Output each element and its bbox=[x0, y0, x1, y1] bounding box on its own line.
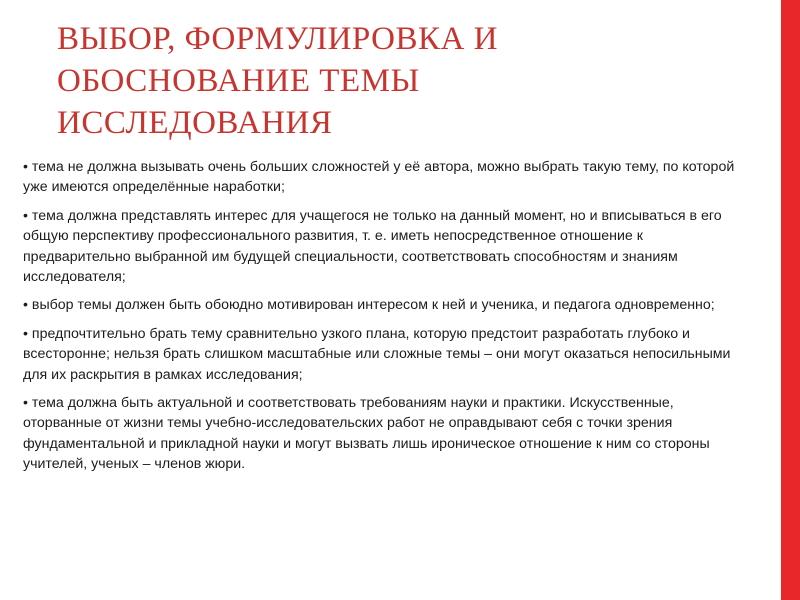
bullet-item: • тема должна представлять интерес для учащегося не только на данный момент, но и вписываться в его общую перспективу профессионального развития, т. е. иметь непосредственное отношение к предварительно выбранной им будущей специальности, соответствовать способностям и знаниям исследователя; bbox=[23, 207, 722, 286]
bullet-item: • выбор темы должен быть обоюдно мотивирован интересом к ней и ученика, и педагога одновременно; bbox=[23, 297, 715, 314]
title-line: ВЫБОР, ФОРМУЛИРОВКА И bbox=[57, 21, 498, 57]
slide-title bbox=[57, 18, 657, 144]
bullet-item: • предпочтительно брать тему сравнительно узкого плана, которую предстоит разработать глубоко и всесторонне; нельзя брать слишком масштабные или сложные темы – они могут оказаться непосильными для их раскрытия в рамках исследования; bbox=[23, 325, 731, 383]
bullet-list bbox=[23, 157, 743, 483]
title-line: ОБОСНОВАНИЕ ТЕМЫ bbox=[57, 63, 420, 99]
accent-bar bbox=[781, 0, 800, 600]
bullet-item: • тема не должна вызывать очень больших сложностей у её автора, можно выбрать такую тему, по которой уже имеются определённые наработки; bbox=[23, 159, 735, 196]
bullet-item: • тема должна быть актуальной и соответствовать требованиям науки и практики. Искусственные, оторванные от жизни темы учебно-исследовательских работ не оправдывают себя с точки зрения фундаментальной и прикладной науки и могут вызвать лишь ироническое отношение к ним со стороны учителей, ученых – членов жюри. bbox=[23, 395, 710, 473]
title-line: ИССЛЕДОВАНИЯ bbox=[57, 105, 333, 141]
